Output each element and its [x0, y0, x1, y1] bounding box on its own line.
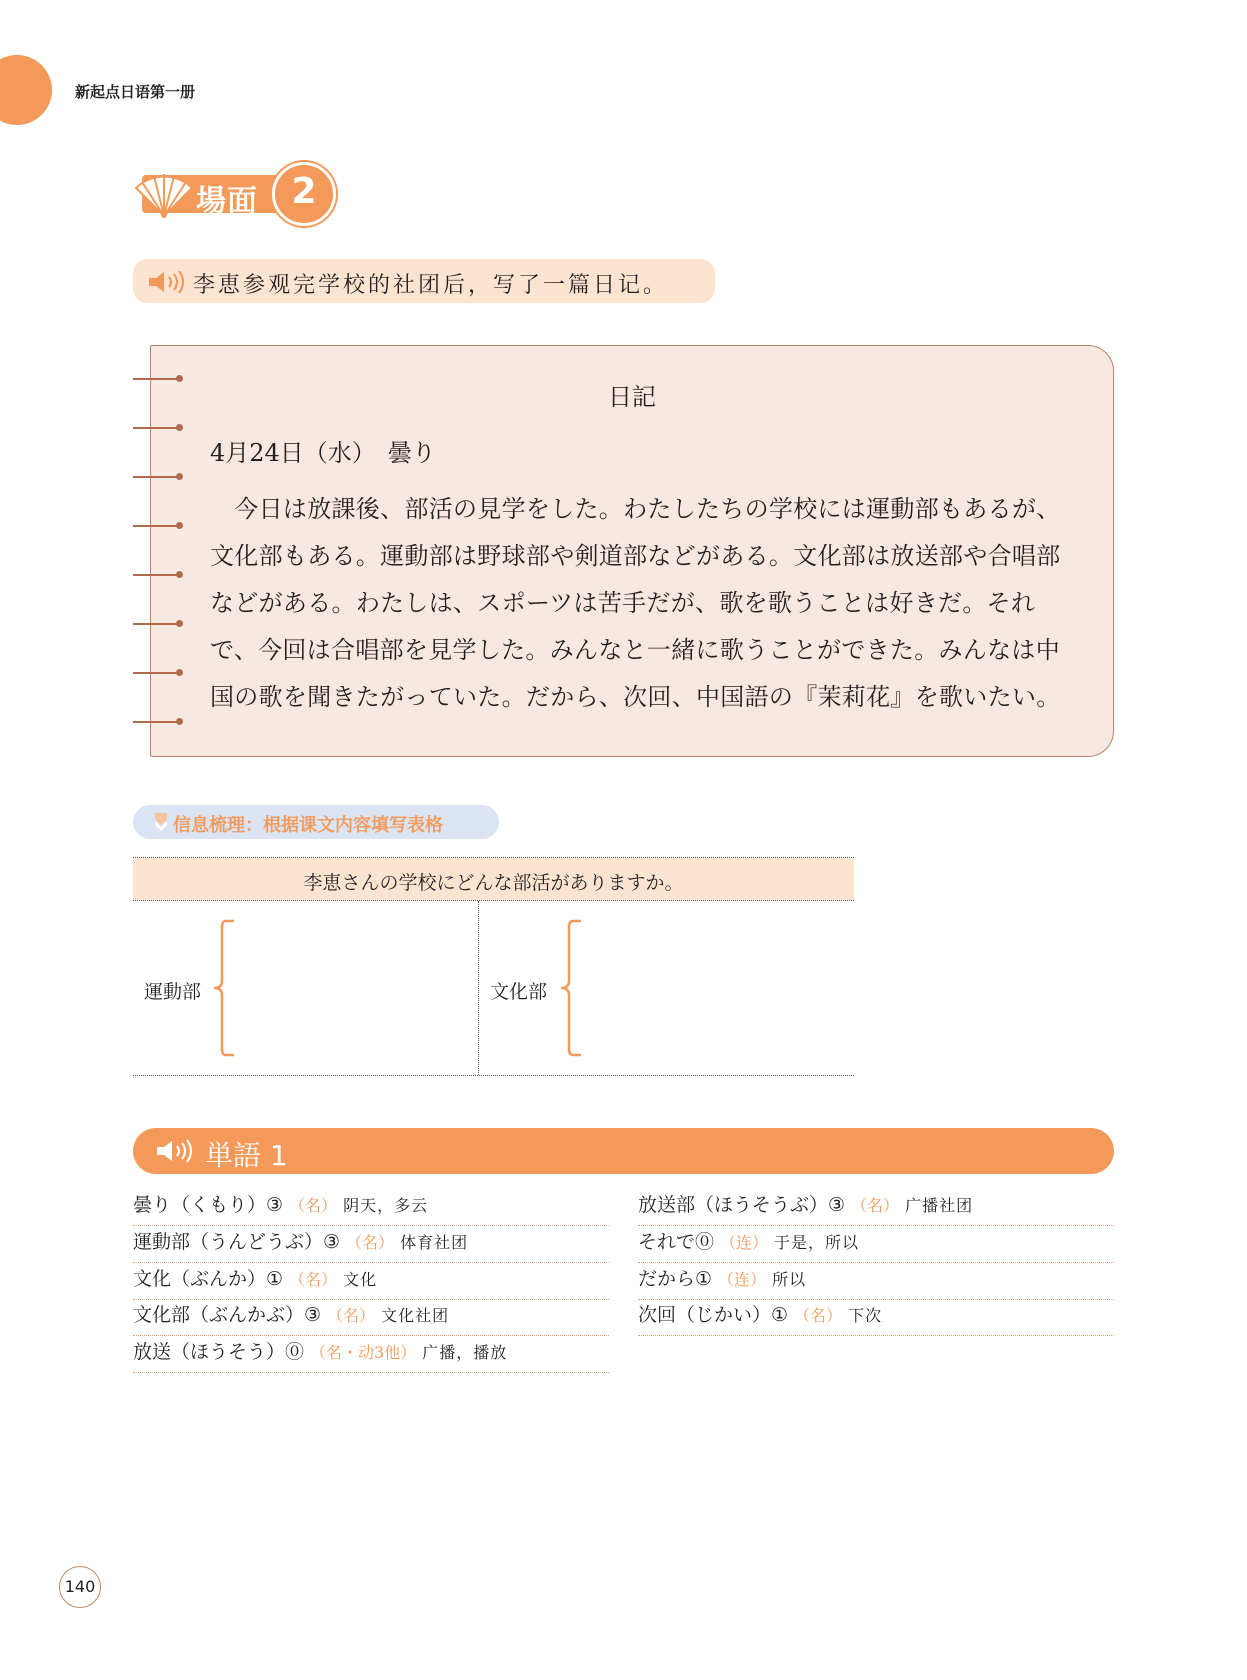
vocab-word: だから①	[638, 1268, 713, 1290]
vocab-entry	[638, 1227, 1114, 1263]
vocab-word: 放送（ほうそう）⓪	[133, 1341, 305, 1363]
culture-club-label: 文化部	[490, 981, 548, 1003]
vocab-entry	[638, 1264, 1114, 1300]
binding-ring	[133, 668, 181, 678]
speaker-icon[interactable]	[147, 271, 187, 293]
vocab-pos: （连）	[720, 1233, 769, 1252]
speaker-icon[interactable]	[155, 1139, 195, 1163]
vocab-word: 放送部（ほうそうぶ）③	[638, 1194, 846, 1216]
diary-date: 4月24日（水） 曇り	[210, 439, 436, 467]
diary-title: 日記	[608, 383, 656, 411]
vocab-word: 次回（じかい）①	[638, 1304, 789, 1326]
binding-ring	[133, 570, 181, 580]
fan-icon	[132, 168, 196, 220]
binding-ring	[133, 423, 181, 433]
vocab-pos: （名）	[327, 1306, 376, 1325]
vocab-word: 運動部（うんどうぶ）③	[133, 1231, 341, 1253]
diary-line: 国の歌を聞きたがっていた。だから、次回、中国語の『茉莉花』を歌いたい。	[210, 683, 1061, 711]
vocab-entry	[133, 1264, 609, 1300]
diary-line: などがある。わたしは、スポーツは苦手だが、歌を歌うことは好きだ。それ	[210, 589, 1036, 617]
vocab-word: 曇り（くもり）③	[133, 1194, 284, 1216]
vocab-word: 文化（ぶんか）①	[133, 1268, 284, 1290]
vocab-meaning: 阴天，多云	[343, 1196, 429, 1215]
vocab-meaning: 广播，播放	[422, 1343, 508, 1362]
vocab-entry	[133, 1227, 609, 1263]
vocab-entry	[133, 1337, 609, 1373]
vocab-word: それで⓪	[638, 1231, 715, 1253]
vocab-header	[133, 1128, 1114, 1174]
scene-title	[132, 162, 332, 226]
vocab-pos: （名）	[289, 1270, 338, 1289]
diary-line: で、今回は合唱部を見学した。みんなと一緒に歌うことができた。みんなは中	[210, 636, 1061, 664]
binding-ring	[133, 521, 181, 531]
right-brace	[555, 919, 585, 1057]
vocab-pos: （名）	[851, 1196, 900, 1215]
diary-line: 文化部もある。運動部は野球部や剣道部などがある。文化部は放送部や合唱部	[210, 542, 1061, 570]
binding-ring	[133, 472, 181, 482]
vocab-entry	[638, 1190, 1114, 1226]
binding-ring	[133, 619, 181, 629]
vocab-word: 文化部（ぶんかぶ）③	[133, 1304, 322, 1326]
scene-number-badge	[272, 162, 336, 226]
vocab-entry	[133, 1300, 609, 1336]
vocab-pos: （连）	[718, 1270, 767, 1289]
sports-club-label: 運動部	[144, 981, 202, 1003]
book-title: 新起点日语第一册	[75, 83, 196, 101]
vocab-meaning: 于是，所以	[774, 1233, 860, 1252]
table-question: 李恵さんの学校にどんな部活がありますか。	[303, 872, 684, 894]
left-brace	[208, 919, 238, 1057]
corner-decoration	[0, 55, 52, 125]
vocab-meaning: 文化	[343, 1270, 378, 1289]
vocab-meaning: 所以	[772, 1270, 807, 1289]
vocab-entry	[638, 1300, 1114, 1336]
vocab-title: 単語 1	[205, 1139, 288, 1172]
sports-club-answer-area[interactable]	[240, 930, 470, 1050]
page-number: 140	[59, 1566, 101, 1608]
scene-label: 場面	[196, 184, 258, 219]
intro-text: 李恵参观完学校的社团后，写了一篇日记。	[193, 273, 669, 298]
vocab-meaning: 下次	[848, 1306, 883, 1325]
table-divider	[478, 901, 479, 1075]
diary-line: 今日は放課後、部活の見学をした。わたしたちの学校には運動部もあるが、	[210, 495, 1061, 523]
binding-ring	[133, 717, 181, 727]
vocab-entry	[133, 1190, 609, 1226]
vocab-pos: （名）	[794, 1306, 843, 1325]
vocab-pos: （名）	[346, 1233, 395, 1252]
table-border-mid	[133, 900, 854, 901]
table-border-bottom	[133, 1075, 854, 1076]
vocab-meaning: 体育社团	[400, 1233, 469, 1252]
vocab-meaning: 文化社团	[381, 1306, 450, 1325]
vocab-pos: （名）	[289, 1196, 338, 1215]
vocab-meaning: 广播社团	[905, 1196, 974, 1215]
culture-club-answer-area[interactable]	[587, 930, 847, 1050]
info-label	[133, 805, 499, 839]
scene-number: 2	[291, 171, 317, 212]
vocab-pos: （名・动3他）	[310, 1343, 417, 1362]
down-arrow-icon	[153, 811, 169, 833]
table-header	[133, 858, 854, 900]
intro-bar	[133, 259, 715, 303]
info-text: 信息梳理：根据课文内容填写表格	[173, 815, 443, 836]
